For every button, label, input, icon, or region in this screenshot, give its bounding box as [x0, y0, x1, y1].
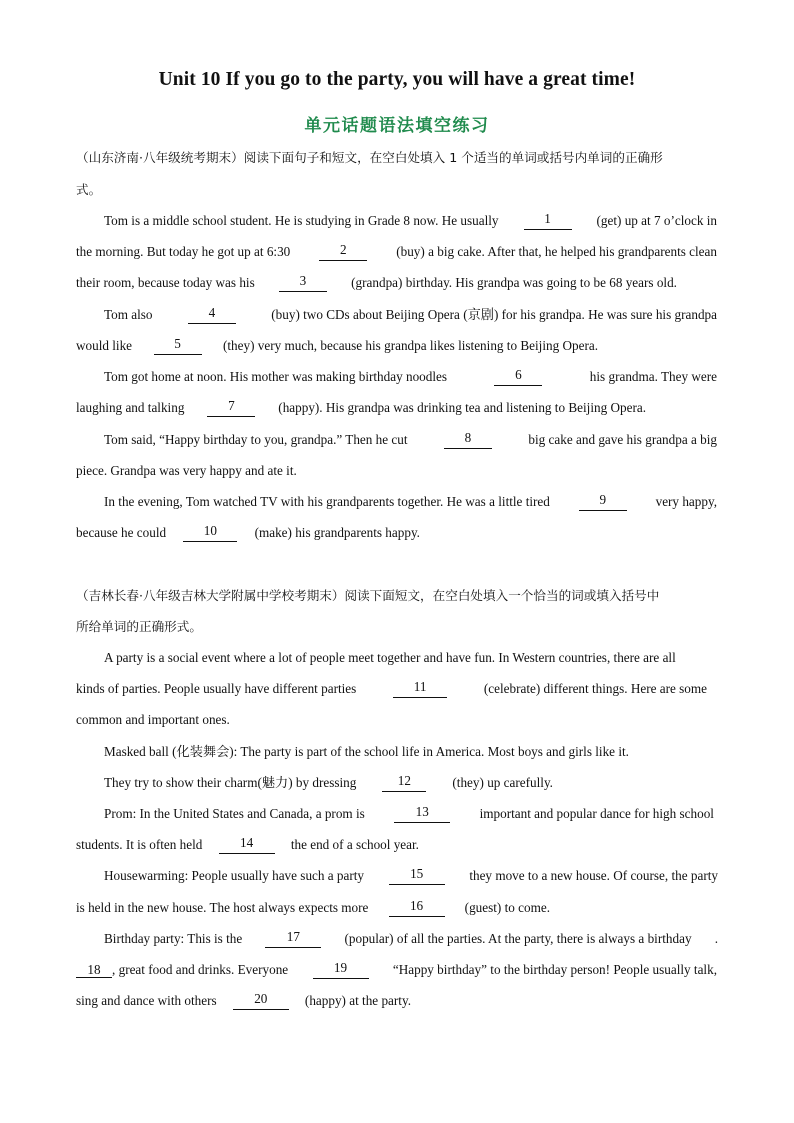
blank-4[interactable]: 4	[188, 306, 236, 324]
blank-8[interactable]: 8	[444, 431, 492, 449]
s2-p2-line1: Masked ball (化装舞会): The party is part of the school life in America. Most boys and girls like it.	[104, 744, 629, 759]
section1-instruction-line1: （山东济南·八年级统考期末）阅读下面句子和短文，在空白处填入 1 个适当的单词或括号内单词的正确形	[76, 150, 663, 165]
s2-p5-line2: 18 , great food and drinks. Everyone 19 “Happy birthday” to the birthday person! People usually talk,	[76, 961, 717, 979]
blank-9[interactable]: 9	[579, 493, 627, 511]
blank-14[interactable]: 14	[219, 836, 275, 854]
section1-instruction-line2: 式。	[76, 182, 102, 197]
s1-p2-line1: Tom also 4 (buy) two CDs about Beijing Opera (京剧) for his grandpa. He was sure his grandpa	[104, 305, 717, 322]
blank-16[interactable]: 16	[389, 899, 445, 917]
blank-15[interactable]: 15	[389, 867, 445, 885]
s1-p2-line2: would like 5 (they) very much, because his grandpa likes listening to Beijing Opera.	[76, 336, 598, 353]
s1-p5-line1: In the evening, Tom watched TV with his grandparents together. He was a little tired 9 very happy,	[104, 492, 717, 509]
s2-p4-line2: is held in the new house. The host always expects more 16 (guest) to come.	[76, 898, 550, 915]
s2-p1-line3: common and important ones.	[76, 712, 230, 727]
blank-13[interactable]: 13	[394, 805, 450, 823]
s2-p3-line1: Prom: In the United States and Canada, a prom is 13 important and popular dance for high school	[104, 804, 714, 821]
s1-p1-line3: their room, because today was his 3 (grandpa) birthday. His grandpa was going to be 68 years old.	[76, 273, 677, 290]
blank-1[interactable]: 1	[524, 212, 572, 230]
s2-p1-line2: kinds of parties. People usually have different parties 11 (celebrate) different things. Here are some	[76, 679, 707, 696]
blank-17[interactable]: 17	[265, 930, 321, 948]
s1-p1-line2: the morning. But today he got up at 6:30 2 (buy) a big cake. After that, he helped his grandparents clean	[76, 242, 717, 259]
page-title: Unit 10 If you go to the party, you will have a great time!	[158, 69, 636, 90]
s1-p4-line2: piece. Grandpa was very happy and ate it.	[76, 463, 297, 478]
blank-11[interactable]: 11	[393, 680, 447, 698]
blank-3[interactable]: 3	[279, 274, 327, 292]
s2-p5-line3: sing and dance with others 20 (happy) at the party.	[76, 991, 411, 1008]
s1-p3-line1: Tom got home at noon. His mother was making birthday noodles 6 his grandma. They were	[104, 367, 717, 384]
blank-10[interactable]: 10	[183, 524, 237, 542]
s1-p4-line1: Tom said, “Happy birthday to you, grandpa.” Then he cut 8 big cake and gave his grandpa a big	[104, 430, 717, 447]
blank-20[interactable]: 20	[233, 992, 289, 1010]
blank-7[interactable]: 7	[207, 399, 255, 417]
s1-p5-line2: because he could 10 (make) his grandparents happy.	[76, 523, 420, 540]
section2-instruction-line2: 所给单词的正确形式。	[76, 619, 202, 634]
blank-19[interactable]: 19	[313, 961, 369, 979]
s2-p4-line1: Housewarming: People usually have such a party 15 they move to a new house. Of course, the party	[104, 866, 718, 883]
section2-instruction-line1: （吉林长春·八年级吉林大学附属中学校考期末）阅读下面短文，在空白处填入一个恰当的词或填入括号中	[76, 588, 660, 603]
s2-p1-line1: A party is a social event where a lot of people meet together and have fun. In Western countries, there are all	[104, 650, 676, 665]
blank-18[interactable]: 18	[76, 963, 112, 978]
blank-6[interactable]: 6	[494, 368, 542, 386]
s2-p5-line1: Birthday party: This is the 17 (popular) of all the parties. At the party, there is always a birthday .	[104, 929, 718, 946]
s1-p1-line1: Tom is a middle school student. He is studying in Grade 8 now. He usually 1 (get) up at 7 o’clock in	[104, 211, 717, 228]
page-subtitle: 单元话题语法填空练习	[304, 116, 490, 136]
blank-5[interactable]: 5	[154, 337, 202, 355]
blank-12[interactable]: 12	[382, 774, 426, 792]
blank-2[interactable]: 2	[319, 243, 367, 261]
s2-p2-line2: They try to show their charm(魅力) by dressing 12 (they) up carefully.	[104, 773, 553, 790]
s1-p3-line2: laughing and talking 7 (happy). His grandpa was drinking tea and listening to Beijing Opera.	[76, 398, 646, 415]
s2-p3-line2: students. It is often held 14 the end of a school year.	[76, 835, 419, 852]
